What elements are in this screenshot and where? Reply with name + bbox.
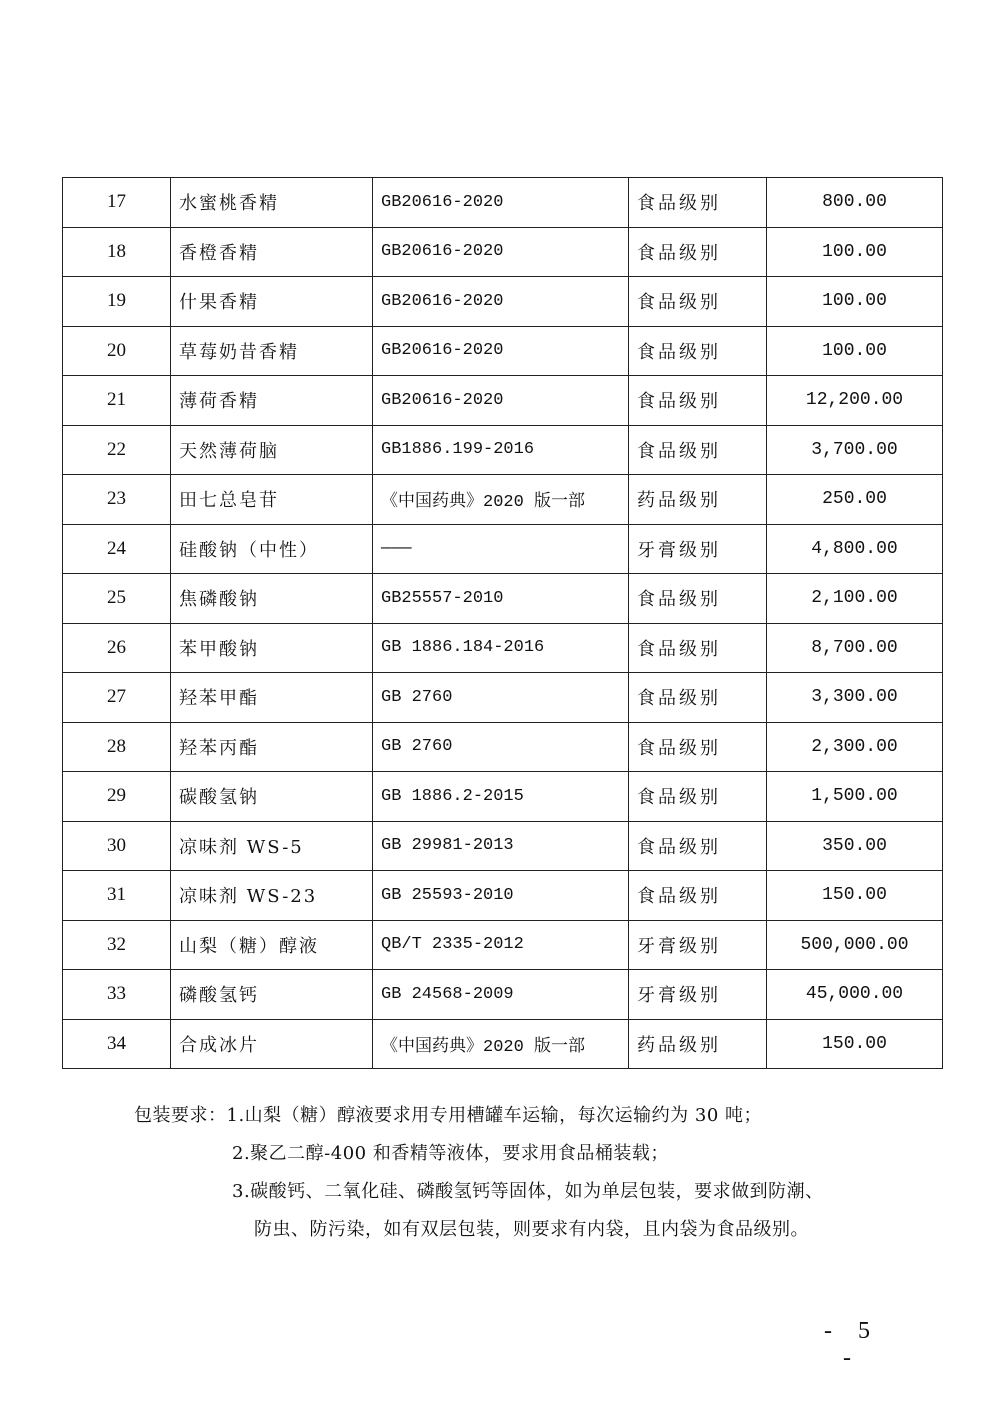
- quality-grade-cell: 牙膏级别: [629, 920, 767, 970]
- material-name-cell: 水蜜桃香精: [171, 178, 373, 228]
- quantity-cell: 150.00: [767, 871, 943, 921]
- table-row: [63, 1019, 943, 1069]
- quantity-cell: 2,300.00: [767, 722, 943, 772]
- quantity-cell: 3,300.00: [767, 673, 943, 723]
- quality-grade-cell: 牙膏级别: [629, 970, 767, 1020]
- standard-code-cell: QB/T 2335-2012: [373, 920, 629, 970]
- packaging-note-3-continued: 防虫、防污染，如有双层包装，则要求有内袋，且内袋为食品级别。: [254, 1219, 809, 1240]
- row-number-cell: 27: [63, 673, 171, 723]
- quality-grade-cell: 牙膏级别: [629, 524, 767, 574]
- quality-grade-cell: 药品级别: [629, 1019, 767, 1069]
- row-number-cell: 24: [63, 524, 171, 574]
- table-row: [63, 722, 943, 772]
- quantity-cell: 250.00: [767, 475, 943, 525]
- packaging-requirements: [62, 1097, 942, 1249]
- quantity-cell: 12,200.00: [767, 376, 943, 426]
- table-row: [63, 574, 943, 624]
- row-number-cell: 25: [63, 574, 171, 624]
- standard-code-cell: GB 1886.184-2016: [373, 623, 629, 673]
- quantity-cell: 100.00: [767, 227, 943, 277]
- material-name-cell: 田七总皂苷: [171, 475, 373, 525]
- quantity-cell: 100.00: [767, 277, 943, 327]
- row-number-cell: 20: [63, 326, 171, 376]
- row-number-cell: 26: [63, 623, 171, 673]
- row-number-cell: 30: [63, 821, 171, 871]
- table-row: [63, 821, 943, 871]
- material-name-cell: 碳酸氢钠: [171, 772, 373, 822]
- standard-code-cell: GB 2760: [373, 722, 629, 772]
- standard-code-cell: GB20616-2020: [373, 376, 629, 426]
- material-name-cell: 薄荷香精: [171, 376, 373, 426]
- material-name-cell: 什果香精: [171, 277, 373, 327]
- table-row: [63, 871, 943, 921]
- standard-code-cell: GB 2760: [373, 673, 629, 723]
- materials-table: [62, 177, 943, 1069]
- row-number-cell: 31: [63, 871, 171, 921]
- table-row: [63, 920, 943, 970]
- table-row: [63, 970, 943, 1020]
- row-number-cell: 17: [63, 178, 171, 228]
- row-number-cell: 34: [63, 1019, 171, 1069]
- quality-grade-cell: 食品级别: [629, 277, 767, 327]
- standard-code-cell: GB20616-2020: [373, 277, 629, 327]
- table-row: [63, 376, 943, 426]
- quality-grade-cell: 食品级别: [629, 326, 767, 376]
- standard-code-cell: GB20616-2020: [373, 178, 629, 228]
- quantity-cell: 4,800.00: [767, 524, 943, 574]
- material-name-cell: 凉味剂 WS-5: [171, 821, 373, 871]
- material-name-cell: 羟苯甲酯: [171, 673, 373, 723]
- table-row: [63, 623, 943, 673]
- quality-grade-cell: 食品级别: [629, 772, 767, 822]
- material-name-cell: 磷酸氢钙: [171, 970, 373, 1020]
- quality-grade-cell: 食品级别: [629, 722, 767, 772]
- quality-grade-cell: 食品级别: [629, 821, 767, 871]
- table-row: [63, 673, 943, 723]
- quality-grade-cell: 食品级别: [629, 376, 767, 426]
- row-number-cell: 18: [63, 227, 171, 277]
- quantity-cell: 2,100.00: [767, 574, 943, 624]
- table-row: [63, 326, 943, 376]
- row-number-cell: 21: [63, 376, 171, 426]
- standard-code-cell: GB1886.199-2016: [373, 425, 629, 475]
- quantity-cell: 350.00: [767, 821, 943, 871]
- material-name-cell: 凉味剂 WS-23: [171, 871, 373, 921]
- material-name-cell: 草莓奶昔香精: [171, 326, 373, 376]
- quantity-cell: 1,500.00: [767, 772, 943, 822]
- row-number-cell: 19: [63, 277, 171, 327]
- table-row: [63, 227, 943, 277]
- packaging-note-1: 包装要求：1.山梨（糖）醇液要求用专用槽罐车运输，每次运输约为 30 吨；: [134, 1105, 763, 1126]
- quality-grade-cell: 食品级别: [629, 623, 767, 673]
- material-name-cell: 香橙香精: [171, 227, 373, 277]
- row-number-cell: 23: [63, 475, 171, 525]
- standard-code-cell: GB 1886.2-2015: [373, 772, 629, 822]
- table-row: [63, 772, 943, 822]
- standard-code-cell: GB25557-2010: [373, 574, 629, 624]
- table-row: [63, 178, 943, 228]
- standard-code-cell: GB 25593-2010: [373, 871, 629, 921]
- quality-grade-cell: 食品级别: [629, 574, 767, 624]
- standard-code-cell: 《中国药典》2020 版一部: [373, 1019, 629, 1069]
- packaging-note-2: 2.聚乙二醇-400 和香精等液体，要求用食品桶装载；: [232, 1143, 669, 1164]
- page-number: - 5 -: [824, 1318, 880, 1371]
- row-number-cell: 28: [63, 722, 171, 772]
- quality-grade-cell: 药品级别: [629, 475, 767, 525]
- quality-grade-cell: 食品级别: [629, 871, 767, 921]
- row-number-cell: 29: [63, 772, 171, 822]
- material-name-cell: 山梨（糖）醇液: [171, 920, 373, 970]
- standard-code-cell: GB20616-2020: [373, 227, 629, 277]
- material-name-cell: 合成冰片: [171, 1019, 373, 1069]
- quantity-cell: 500,000.00: [767, 920, 943, 970]
- material-name-cell: 天然薄荷脑: [171, 425, 373, 475]
- quality-grade-cell: 食品级别: [629, 227, 767, 277]
- material-name-cell: 羟苯丙酯: [171, 722, 373, 772]
- table-row: [63, 425, 943, 475]
- table-row: [63, 475, 943, 525]
- standard-code-cell: 《中国药典》2020 版一部: [373, 475, 629, 525]
- material-name-cell: 焦磷酸钠: [171, 574, 373, 624]
- quality-grade-cell: 食品级别: [629, 425, 767, 475]
- row-number-cell: 33: [63, 970, 171, 1020]
- quantity-cell: 3,700.00: [767, 425, 943, 475]
- quantity-cell: 8,700.00: [767, 623, 943, 673]
- material-name-cell: 硅酸钠（中性）: [171, 524, 373, 574]
- quantity-cell: 100.00: [767, 326, 943, 376]
- material-name-cell: 苯甲酸钠: [171, 623, 373, 673]
- quantity-cell: 45,000.00: [767, 970, 943, 1020]
- row-number-cell: 22: [63, 425, 171, 475]
- standard-code-cell: ———: [373, 524, 629, 574]
- packaging-note-3: 3.碳酸钙、二氧化硅、磷酸氢钙等固体，如为单层包装，要求做到防潮、: [232, 1181, 824, 1202]
- quantity-cell: 150.00: [767, 1019, 943, 1069]
- quantity-cell: 800.00: [767, 178, 943, 228]
- standard-code-cell: GB 24568-2009: [373, 970, 629, 1020]
- standard-code-cell: GB20616-2020: [373, 326, 629, 376]
- quality-grade-cell: 食品级别: [629, 178, 767, 228]
- quality-grade-cell: 食品级别: [629, 673, 767, 723]
- row-number-cell: 32: [63, 920, 171, 970]
- table-row: [63, 277, 943, 327]
- table-row: [63, 524, 943, 574]
- materials-table-body: [63, 178, 943, 1069]
- standard-code-cell: GB 29981-2013: [373, 821, 629, 871]
